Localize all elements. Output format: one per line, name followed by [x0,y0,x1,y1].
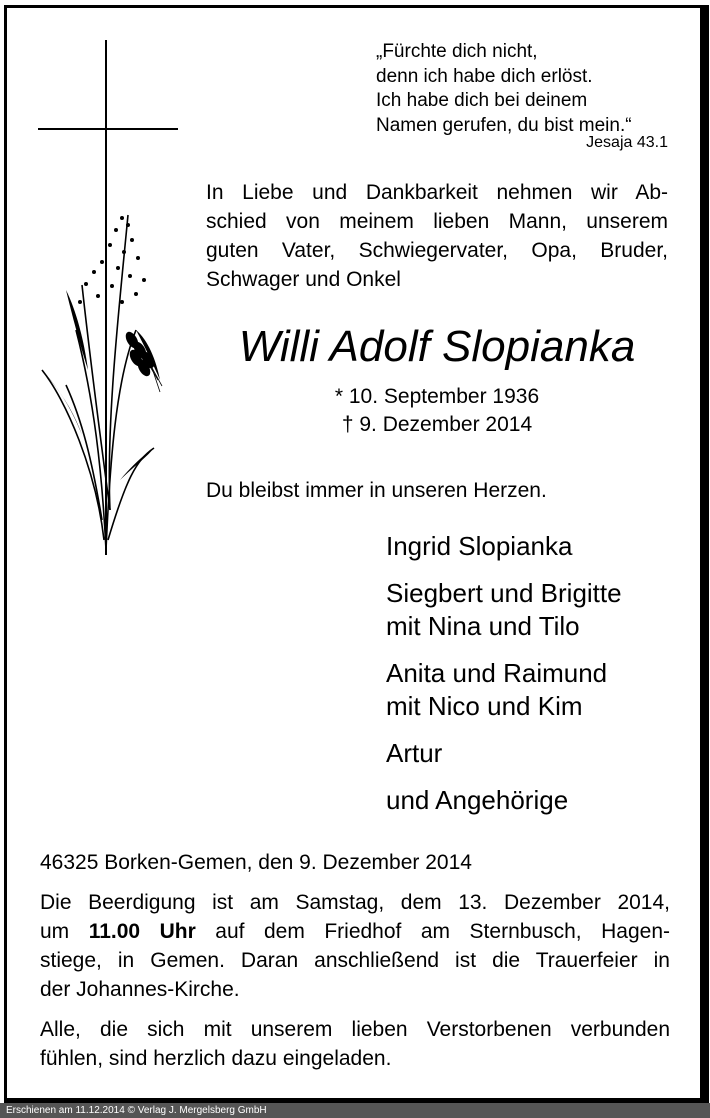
quote-reference: Jesaja 43.1 [586,134,668,151]
funeral-text: um [40,920,89,943]
funeral-line [40,917,670,946]
birth-date: * 10. September 1936 [334,385,540,408]
funeral-text: auf dem Friedhof am Sternbusch, Hagen- [195,920,670,943]
family-line: Artur [386,738,443,768]
deceased-name: Willi Adolf Slopianka [238,322,636,371]
cross-grain-illustration [36,40,186,560]
farewell-text: Du bleibst immer in unseren Herzen. [206,479,547,502]
intro-line: In Liebe und Dankbarkeit nehmen wir Ab- [206,181,668,204]
family-line: Ingrid Slopianka [386,531,573,561]
funeral-line: stiege, in Gemen. Daran anschließend ist die Trauerfeier in [40,949,670,972]
invitation [40,1015,670,1073]
family-line: und Angehörige [386,785,569,815]
invitation-line: Alle, die sich mit unserem lieben Verstorbenen verbunden [40,1018,670,1041]
life-dates [206,383,668,439]
family-line: Siegbert und Brigitte [386,578,622,608]
place-date: 46325 Borken-Gemen, den 9. Dezember 2014 [40,851,472,874]
intro-line: Schwager und Onkel [206,268,401,291]
bible-quote [376,40,632,138]
invitation-line: fühlen, sind herzlich dazu eingeladen. [40,1047,392,1070]
quote-line: Ich habe dich bei deinem [376,90,588,111]
family-line: mit Nico und Kim [386,691,583,721]
funeral-info [40,848,670,1084]
intro-line: schied von meinem lieben Mann, unserem [206,210,668,233]
family-group [386,657,622,723]
death-date: † 9. Dezember 2014 [341,413,533,436]
family-list [386,530,622,831]
publication-footer: Erschienen am 11.12.2014 © Verlag J. Mergelsberg GmbH [0,1103,710,1118]
funeral-line: der Johannes-Kirche. [40,978,240,1001]
intro-line: guten Vater, Schwiegervater, Opa, Bruder, [206,239,668,262]
funeral-time: 11.00 Uhr [88,920,196,943]
quote-line: „Fürchte dich nicht, [376,41,538,62]
family-group [386,577,622,643]
family-group [386,737,622,770]
family-group [386,784,622,817]
quote-line: Namen gerufen, du bist mein.“ [376,114,632,136]
intro-text [206,178,668,294]
family-line: Anita und Raimund [386,658,608,688]
quote-line: denn ich habe dich erlöst. [376,65,593,87]
family-line: mit Nina und Tilo [386,611,580,641]
funeral-line: Die Beerdigung ist am Samstag, dem 13. Dezember 2014, [40,891,670,914]
family-group [386,530,622,563]
funeral-details [40,888,670,1004]
